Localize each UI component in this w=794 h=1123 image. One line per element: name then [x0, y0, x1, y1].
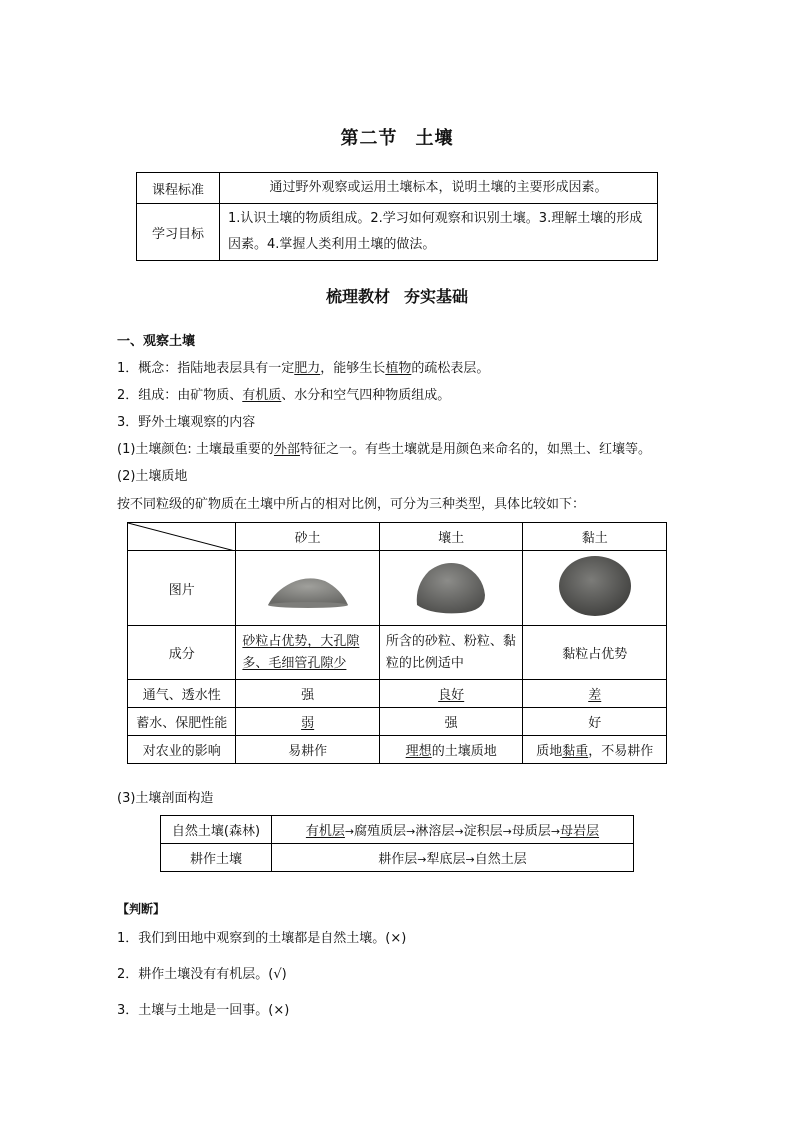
concept-plants: 植物 — [385, 361, 412, 376]
course-standard-row — [137, 173, 658, 204]
section-title-part2: 夯实基础 — [404, 287, 469, 306]
layer-natural: 自然土层 — [474, 852, 527, 867]
sand-water — [236, 708, 380, 736]
arrow-icon: → — [406, 825, 416, 838]
diagonal-header-cell — [128, 523, 236, 551]
loam-agri-rest: 的土壤质地 — [431, 744, 497, 759]
learning-goal-text: 1.认识土壤的物质组成。2.学习如何观察和识别土壤。3.理解土壤的形成因素。4.掌握人类利用土壤的做法。 — [220, 204, 658, 261]
concept-prefix: 1．概念：指陆地表层具有一定 — [117, 361, 295, 376]
composition-prefix: 2．组成：由矿物质、 — [117, 388, 243, 403]
loam-water: 强 — [379, 708, 523, 736]
soil-texture-table — [127, 522, 667, 764]
learning-goal-row — [137, 204, 658, 261]
agriculture-row — [128, 736, 667, 764]
clay-image-cell — [523, 551, 667, 626]
composition-organic: 有机质 — [242, 388, 282, 403]
arrow-icon: → — [465, 853, 475, 866]
composition-row-label: 成分 — [128, 626, 236, 680]
learning-goal-label: 学习目标 — [137, 204, 220, 261]
arrow-icon: → — [417, 853, 427, 866]
standards-table — [136, 172, 658, 261]
sand-composition-text: 砂粒占优势，大孔隙多、毛细管孔隙少 — [242, 633, 360, 671]
arrow-icon: → — [344, 825, 355, 838]
layer-plow-pan: 犁底层 — [426, 852, 466, 867]
loam-agriculture — [379, 736, 523, 764]
agriculture-row-label: 对农业的影响 — [128, 736, 236, 764]
composition-row — [128, 626, 667, 680]
water-retention-row — [128, 708, 667, 736]
layer-parent-material: 母质层 — [511, 824, 551, 839]
soil-color-prefix: (1)土壤颜色: 土壤最重要的 — [117, 442, 274, 457]
clay-water: 好 — [523, 708, 667, 736]
soil-table-header-row — [128, 523, 667, 551]
profile-heading: (3)土壤剖面构造 — [117, 791, 214, 806]
clay-composition: 黏粒占优势 — [523, 626, 667, 680]
loam-composition: 所含的砂粒、粉粒、黏粒的比例适中 — [379, 626, 523, 680]
layer-tillage: 耕作层 — [378, 852, 418, 867]
farm-soil-row — [161, 844, 634, 872]
concept-suffix: 的疏松表层。 — [411, 361, 490, 376]
loam-aeration-text: 良好 — [438, 688, 465, 703]
soil-color-suffix: 特征之一。有些土壤就是用颜色来命名的，如黑土、红壤等。 — [299, 442, 651, 457]
course-standard-label: 课程标准 — [137, 173, 220, 204]
natural-soil-row — [161, 816, 634, 844]
concept-line — [117, 360, 489, 378]
title-topic: 土壤 — [415, 128, 454, 149]
section-title-part1: 梳理教材 — [325, 287, 390, 306]
title-section: 第二节 — [340, 128, 398, 149]
soil-image-row — [128, 551, 667, 626]
aeration-row — [128, 680, 667, 708]
arrow-icon: → — [454, 825, 464, 838]
diagonal-line — [128, 523, 235, 551]
soil-profile-table — [160, 815, 634, 872]
clay-agriculture — [523, 736, 667, 764]
clay-agri-heavy: 黏重 — [562, 744, 589, 759]
sand-image-cell — [236, 551, 380, 626]
composition-suffix: 、水分和空气四种物质组成。 — [281, 388, 451, 403]
soil-texture-intro: 按不同粒级的矿物质在土壤中所占的相对比例，可分为三种类型，具体比较如下： — [117, 497, 586, 512]
sand-composition — [236, 626, 380, 680]
concept-fertility: 肥力 — [294, 361, 321, 376]
farm-soil-label: 耕作土壤 — [161, 844, 272, 872]
arrow-icon: → — [550, 825, 561, 838]
field-observation-line: 3．野外土壤观察的内容 — [117, 415, 256, 430]
header-clay: 黏土 — [523, 523, 667, 551]
loam-agri-ideal: 理想 — [405, 744, 432, 759]
water-row-label: 蓄水、保肥性能 — [128, 708, 236, 736]
judge-heading: 【判断】 — [117, 902, 166, 916]
clay-agri-post: ，不易耕作 — [588, 744, 654, 759]
header-sand: 砂土 — [236, 523, 380, 551]
judge-item-2: 2．耕作土壤没有有机层。(√) — [117, 967, 287, 982]
header-loam: 壤土 — [379, 523, 523, 551]
natural-soil-label: 自然土壤(森林) — [161, 816, 272, 844]
layer-eluvial: 淋溶层 — [415, 824, 455, 839]
arrow-icon: → — [502, 825, 512, 838]
farm-soil-layers — [272, 844, 634, 872]
loam-image-cell — [379, 551, 523, 626]
page-title — [0, 124, 794, 150]
sand-water-text: 弱 — [301, 716, 315, 731]
layer-organic: 有机层 — [305, 824, 345, 839]
section-title — [0, 284, 794, 307]
composition-line — [117, 387, 450, 405]
layer-humus: 腐殖质层 — [354, 824, 407, 839]
sand-aeration: 强 — [236, 680, 380, 708]
aeration-row-label: 通气、透水性 — [128, 680, 236, 708]
image-row-label: 图片 — [128, 551, 236, 626]
concept-mid: ，能够生长 — [320, 361, 386, 376]
course-standard-text: 通过野外观察或运用土壤标本，说明土壤的主要形成因素。 — [220, 173, 658, 204]
clay-agri-pre: 质地 — [536, 744, 563, 759]
clay-pile-image — [555, 553, 635, 619]
observe-heading: 一、观察土壤 — [117, 334, 196, 349]
soil-color-external: 外部 — [273, 442, 300, 457]
soil-texture-line: (2)土壤质地 — [117, 469, 188, 484]
soil-color-line — [117, 441, 651, 459]
clay-aeration-text: 差 — [588, 688, 602, 703]
loam-pile-image — [411, 555, 491, 617]
natural-soil-layers — [272, 816, 634, 844]
clay-aeration — [523, 680, 667, 708]
judge-item-3: 3．土壤与土地是一回事。(×) — [117, 1003, 290, 1018]
layer-bedrock: 母岩层 — [560, 824, 600, 839]
loam-aeration — [379, 680, 523, 708]
sand-agriculture: 易耕作 — [236, 736, 380, 764]
judge-item-1: 1．我们到田地中观察到的土壤都是自然土壤。(×) — [117, 931, 407, 946]
sand-pile-image — [263, 561, 353, 611]
layer-illuvial: 淀积层 — [463, 824, 503, 839]
